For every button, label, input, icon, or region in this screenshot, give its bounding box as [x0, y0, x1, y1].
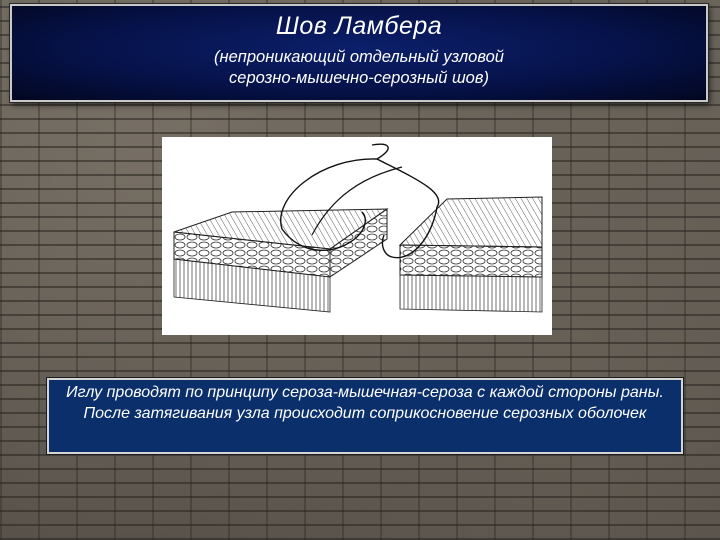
slide-subtitle	[12, 47, 706, 89]
caption-text: Иглу проводят по принципу сероза-мышечная-сероза с каждой стороны раны. После затягивания узла происходит соприкосновение серозных оболочек	[66, 384, 664, 422]
subtitle-line-2: серозно-мышечно-серозный шов)	[229, 69, 489, 87]
lambert-suture-icon	[162, 137, 552, 335]
slide-title: Шов Ламбера	[275, 12, 443, 40]
suture-illustration	[162, 137, 552, 335]
subtitle-line-1: (непроникающий отдельный узловой	[214, 48, 504, 66]
caption-panel	[47, 378, 683, 454]
title-panel	[10, 4, 708, 102]
